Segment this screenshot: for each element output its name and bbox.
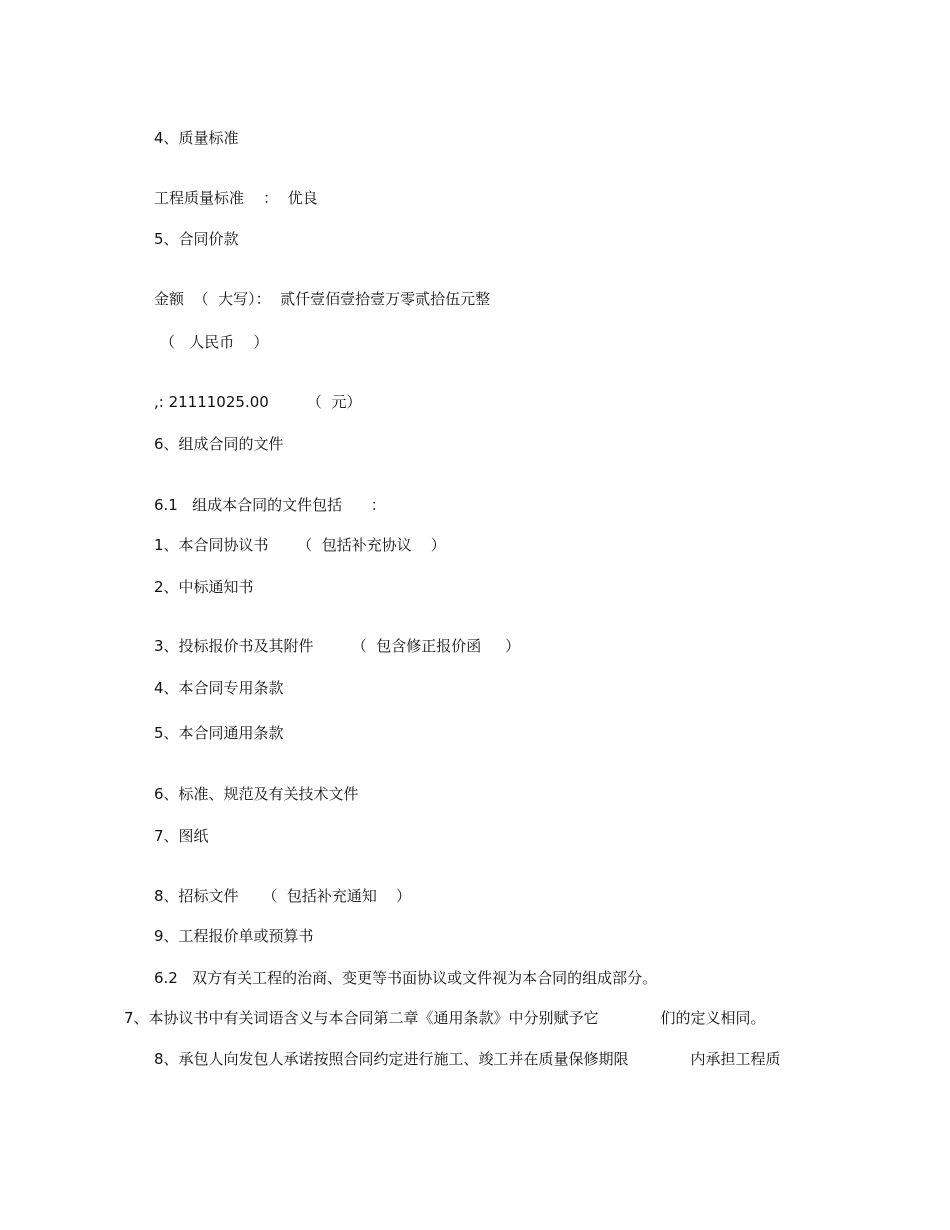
doc-item-6: 6、标准、规范及有关技术文件 (154, 785, 359, 803)
amount-in-words: 金额 （ 大写）： 贰仟壹佰壹拾壹万零贰拾伍元整 (154, 290, 491, 308)
doc-item-7: 7、图纸 (154, 827, 209, 845)
quality-standard-value: 工程质量标准 ： 优良 (154, 189, 318, 207)
heading-contract-documents: 6、组成合同的文件 (154, 435, 284, 453)
clause-7: 7、本协议书中有关词语含义与本合同第二章《通用条款》中分别赋予它 们的定义相同。 (124, 1009, 766, 1027)
heading-contract-price: 5、合同价款 (154, 230, 239, 248)
doc-item-3: 3、投标报价书及其附件 （ 包含修正报价函 ） (154, 637, 521, 655)
doc-item-1: 1、本合同协议书 （ 包括补充协议 ） (154, 536, 446, 554)
amount-in-figures: ,: 21111025.00 （ 元） (154, 393, 362, 411)
clause-6-1: 6.1 组成本合同的文件包括 ： (154, 496, 386, 514)
clause-8: 8、承包人向发包人承诺按照合同约定进行施工、竣工并在质量保修期限 内承担工程质 (154, 1050, 781, 1068)
doc-item-8: 8、招标文件 （ 包括补充通知 ） (154, 887, 411, 905)
clause-6-2: 6.2 双方有关工程的治商、变更等书面协议或文件视为本合同的组成部分。 (154, 969, 658, 987)
doc-item-2: 2、中标通知书 (154, 578, 254, 596)
doc-item-4: 4、本合同专用条款 (154, 679, 284, 697)
doc-item-5: 5、本合同通用条款 (154, 724, 284, 742)
doc-item-9: 9、工程报价单或预算书 (154, 927, 314, 945)
heading-quality-standard: 4、质量标准 (154, 129, 239, 147)
currency-rmb: （ 人民币 ） (160, 333, 269, 351)
